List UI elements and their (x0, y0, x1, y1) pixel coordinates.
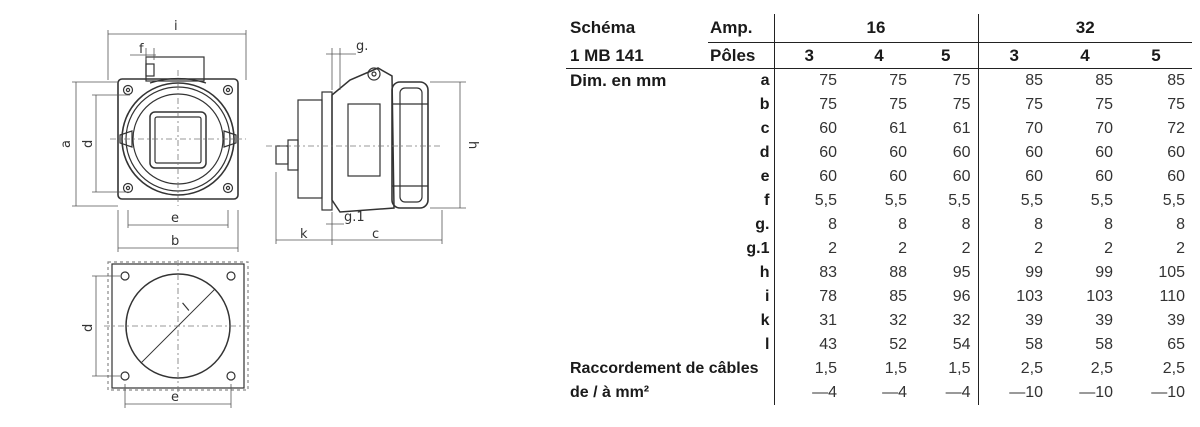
dimension-value: 60 (1095, 144, 1113, 161)
dimension-key: f (764, 192, 770, 209)
dimension-value: 39 (978, 309, 1050, 333)
dimension-value: 60 (889, 144, 907, 161)
cable-label-2: de / à mm² (570, 384, 650, 401)
dimension-value: 8 (1176, 216, 1186, 233)
dim-label-d: d (81, 139, 96, 148)
dimension-key: b (759, 96, 770, 113)
dimension-value: 60 (1167, 144, 1186, 161)
table-row (566, 333, 1192, 357)
front-view (110, 57, 246, 206)
table-row (566, 309, 1192, 333)
pole-header: 4 (1050, 43, 1120, 69)
dimension-value: 60 (952, 144, 971, 161)
dimension-value: 2 (978, 237, 1050, 261)
table-row (566, 69, 1192, 94)
pole-header: 3 (978, 43, 1050, 69)
dimension-value: 8 (961, 216, 971, 233)
dimension-key: c (760, 120, 770, 137)
dimension-value: 110 (1159, 288, 1186, 305)
table-row (566, 117, 1192, 141)
dim-label-e: e (171, 211, 179, 226)
dimension-value: 43 (774, 333, 844, 357)
dimension-value: 60 (978, 141, 1050, 165)
dimension-value: 2 (1104, 240, 1113, 257)
dimension-value: 5,5 (948, 192, 971, 209)
dimension-value: 70 (978, 117, 1050, 141)
dimension-value: 52 (889, 336, 907, 353)
dimension-value: 60 (1167, 168, 1186, 185)
dimension-value: 5,5 (978, 189, 1050, 213)
dimension-value: 103 (1086, 288, 1113, 305)
cable-min: 2,5 (1162, 360, 1186, 377)
cable-min: 2,5 (1090, 360, 1113, 377)
cable-max: —4 (945, 384, 971, 401)
amp-label: Amp. (708, 14, 774, 43)
dimension-rows (566, 69, 1192, 358)
dim-label-a: a (59, 140, 74, 148)
cable-max: —10 (1151, 384, 1186, 401)
header-title-1: Schéma (570, 18, 636, 38)
dimension-value: 2 (961, 240, 971, 257)
cable-min: 1,5 (774, 357, 844, 381)
amp-group-16: 16 (774, 14, 978, 43)
dimension-value: 70 (1095, 120, 1113, 137)
dimension-value: 75 (978, 93, 1050, 117)
dimension-value: 103 (978, 285, 1050, 309)
dimension-value: 99 (978, 261, 1050, 285)
dimension-value: 60 (952, 168, 971, 185)
dimension-key: e (760, 168, 770, 185)
dim-label-h: h (465, 141, 480, 150)
dimension-value: 96 (952, 288, 971, 305)
dimension-value: 83 (774, 261, 844, 285)
cable-min: 1,5 (948, 360, 971, 377)
dimension-key: g.1 (746, 240, 770, 257)
dimension-key: h (759, 264, 770, 281)
cable-max: —4 (882, 384, 907, 401)
dimension-value: 60 (889, 168, 907, 185)
dimension-value: 2 (774, 237, 844, 261)
dimension-value: 32 (952, 312, 971, 329)
table-row (566, 141, 1192, 165)
dimension-key: l (765, 336, 770, 353)
dimension-key: a (760, 72, 770, 89)
pole-header: 3 (774, 43, 844, 69)
dimension-value: 8 (774, 213, 844, 237)
dimension-key: i (765, 288, 770, 305)
dimension-value: 75 (889, 72, 907, 89)
cable-max: —10 (978, 381, 1050, 405)
dimension-value: 58 (1095, 336, 1113, 353)
dimension-value: 5,5 (1162, 192, 1186, 209)
pole-header: 5 (914, 43, 978, 69)
dimension-value: 8 (898, 216, 907, 233)
dim-label-d2: d (81, 323, 96, 332)
dimension-value: 72 (1167, 120, 1186, 137)
dimension-value: 75 (774, 69, 844, 94)
dimension-value: 95 (952, 264, 971, 281)
dim-label: Dim. en mm (570, 71, 667, 90)
dimension-table (566, 14, 1192, 405)
dimension-value: 88 (889, 264, 907, 281)
table-row (566, 213, 1192, 237)
table-row (566, 93, 1192, 117)
cable-max: —10 (1079, 384, 1113, 401)
technical-drawing (0, 0, 560, 427)
cable-min: 2,5 (978, 357, 1050, 381)
dimension-value: 78 (774, 285, 844, 309)
dimension-value: 5,5 (1090, 192, 1113, 209)
table-row (566, 261, 1192, 285)
dimension-value: 85 (978, 69, 1050, 94)
dimension-key: d (759, 144, 770, 161)
dimension-value: 85 (1167, 72, 1186, 89)
dimension-value: 39 (1095, 312, 1113, 329)
dimension-value: 60 (978, 165, 1050, 189)
dim-label-g: g. (356, 39, 369, 54)
poles-label: Pôles (708, 43, 774, 69)
dimension-value: 60 (774, 141, 844, 165)
side-view (266, 68, 440, 212)
table-row (566, 165, 1192, 189)
dimension-value: 105 (1158, 264, 1186, 281)
dimension-value: 32 (889, 312, 907, 329)
dimension-value: 85 (889, 288, 907, 305)
dimension-value: 61 (889, 120, 907, 137)
dim-label-g1: g.1 (344, 210, 365, 225)
dimension-value: 99 (1095, 264, 1113, 281)
dimension-value: 60 (1095, 168, 1113, 185)
dimension-value: 5,5 (884, 192, 907, 209)
dimension-value: 54 (952, 336, 971, 353)
dimension-value: 75 (952, 96, 971, 113)
cable-label-1: Raccordement de câbles (570, 360, 759, 377)
dimension-value: 60 (774, 165, 844, 189)
dimension-value: 8 (1104, 216, 1113, 233)
pole-header: 5 (1120, 43, 1192, 69)
dimension-value: 31 (774, 309, 844, 333)
cable-min: 1,5 (884, 360, 907, 377)
amp-group-32: 32 (978, 14, 1192, 43)
dim-label-c: c (372, 227, 380, 242)
dimension-value: 75 (889, 96, 907, 113)
dimension-value: 75 (1167, 96, 1186, 113)
dimension-value: 85 (1095, 72, 1113, 89)
pole-header: 4 (844, 43, 914, 69)
dimension-value: 8 (978, 213, 1050, 237)
table-row (566, 189, 1192, 213)
dimension-value: 65 (1167, 336, 1186, 353)
dimension-value: 2 (898, 240, 907, 257)
dimension-value: 61 (952, 120, 971, 137)
dimension-value: 75 (774, 93, 844, 117)
dimension-value: 75 (952, 72, 971, 89)
dimension-key: k (760, 312, 770, 329)
table-row (566, 237, 1192, 261)
dim-label-i: i (174, 19, 178, 34)
table-row (566, 285, 1192, 309)
dimension-value: 2 (1176, 240, 1186, 257)
dimension-value: 75 (1095, 96, 1113, 113)
cable-max: —4 (774, 381, 844, 405)
dimension-key: g. (755, 216, 770, 233)
dim-label-l: l (180, 300, 193, 315)
dim-label-e2: e (171, 390, 179, 405)
dimension-value: 39 (1167, 312, 1186, 329)
dim-label-f: f (139, 42, 144, 57)
dim-label-b: b (171, 234, 180, 249)
header-title-2: 1 MB 141 (566, 43, 708, 69)
cutout-view (104, 260, 252, 392)
dimension-value: 60 (774, 117, 844, 141)
dim-label-k: k (300, 227, 308, 242)
dimension-value: 58 (978, 333, 1050, 357)
dimension-value: 5,5 (774, 189, 844, 213)
